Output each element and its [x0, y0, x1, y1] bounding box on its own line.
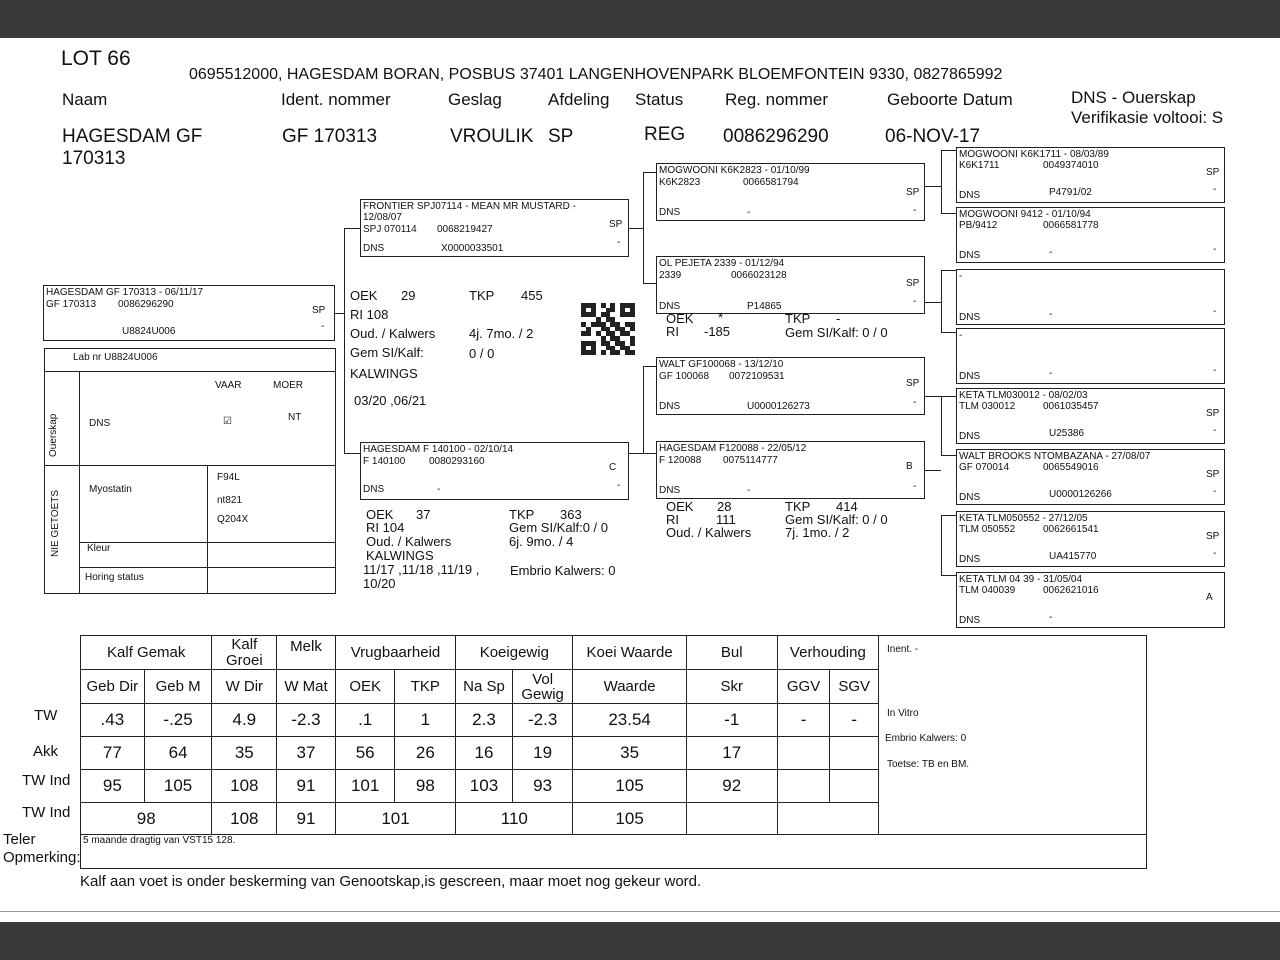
ds-ri-label: RI — [666, 512, 679, 527]
embrio-kalwers-label: Embrio Kalwers: 0 — [885, 733, 967, 744]
myostatin-q204x: Q204X — [217, 514, 249, 525]
ss-dns: DNS — [659, 207, 681, 218]
vaar-check-icon: ☑ — [223, 416, 232, 427]
group-kalf-gemak: Kalf Gemak — [81, 636, 212, 670]
table-twind2-6: 105 — [573, 803, 686, 835]
table-twind-7: 103 — [456, 770, 513, 803]
connector — [941, 575, 956, 576]
sire-box — [360, 199, 629, 257]
myostatin-f94l: F94L — [217, 472, 240, 483]
ancestor-dns: DNS — [959, 190, 981, 201]
sire-tkp-label: TKP — [469, 288, 495, 303]
dd-dash: - — [913, 481, 917, 492]
table-subs-7: Na Sp — [456, 670, 513, 704]
connector — [643, 453, 656, 454]
dam-sp: C — [609, 462, 617, 473]
ancestor-dash: - — [1213, 425, 1217, 436]
ancestor-title: KETA TLM030012 - 08/02/03 — [959, 390, 1088, 401]
ancestor-ident: PB/9412 — [959, 220, 998, 231]
row-label-twind-2: TW Ind — [22, 804, 71, 821]
ancestor-title: - — [959, 271, 963, 282]
sire-dam-box — [656, 256, 925, 314]
connector — [344, 453, 360, 454]
sire-ident: SPJ 070114 — [363, 224, 417, 235]
ancestor-dns: DNS — [959, 615, 981, 626]
nie-getoets-label: NIE GETOETS — [50, 489, 61, 557]
table-tw-4: -2.3 — [277, 704, 336, 737]
table-twind-9: 105 — [573, 770, 686, 803]
header-reg: Reg. nommer — [725, 90, 828, 109]
dam-kalwings-dates-2: 10/20 — [363, 576, 396, 591]
ss-tkp-value: - — [836, 311, 841, 326]
ancestor-box-7 — [956, 511, 1225, 567]
table-twind-12 — [830, 770, 879, 803]
table-twind2-4: 101 — [335, 803, 455, 835]
animal-afdeling: SP — [548, 126, 574, 147]
sire-kalwings-dates: 03/20 ,06/21 — [354, 393, 427, 408]
ancestor-reg: 0061035457 — [1043, 401, 1099, 412]
table-akk-10: 17 — [686, 737, 777, 770]
teler-label: Teler — [3, 831, 36, 848]
ss-gem: Gem SI/Kalf: 0 / 0 — [785, 325, 888, 340]
table-akk-5: 56 — [335, 737, 395, 770]
table-twind-8: 93 — [512, 770, 573, 803]
dam-code: - — [437, 484, 441, 495]
table-akk-7: 16 — [456, 737, 513, 770]
animal-geslag: VROULIK — [450, 126, 534, 147]
table-akk-9: 35 — [573, 737, 686, 770]
ancestor-box-2 — [956, 207, 1225, 263]
footer-note: Kalf aan voet is onder beskerming van Genootskap,is gescreen, maar moet nog gekeur word. — [80, 873, 702, 890]
ds-code: U0000126273 — [747, 401, 810, 412]
table-twind-11 — [777, 770, 830, 803]
dam-kalwings: KALWINGS — [366, 548, 434, 563]
ancestor-ident: K6K1711 — [959, 160, 1000, 171]
ancestor-title: - — [959, 330, 963, 341]
kleur-label: Kleur — [87, 543, 111, 554]
table-twind-4: 91 — [277, 770, 336, 803]
animal-geboorte: 06-NOV-17 — [885, 126, 981, 147]
ancestor-box-5 — [956, 388, 1225, 444]
table-tw-5: .1 — [335, 704, 395, 737]
table-twind2-3: 91 — [277, 803, 336, 835]
ancestor-code: - — [1049, 309, 1053, 320]
header-ident: Ident. nommer — [281, 90, 391, 109]
ancestor-box-8 — [956, 572, 1225, 628]
animal-naam: HAGESDAM GF — [62, 126, 203, 147]
horing-label: Horing status — [85, 572, 144, 583]
bottom-divider — [0, 911, 1280, 912]
connector — [643, 172, 644, 284]
notes-panel — [878, 635, 1147, 835]
sd-reg: 0066023128 — [731, 270, 787, 281]
group-vrugbaarheid: Vrugbaarheid — [335, 636, 455, 670]
ancestor-title: WALT BROOKS NTOMBAZANA - 27/08/07 — [959, 451, 1151, 462]
group-bul: Bul — [686, 636, 777, 670]
table-akk-11 — [777, 737, 830, 770]
table-tw-7: 2.3 — [456, 704, 513, 737]
table-tw-12: - — [830, 704, 879, 737]
dam-title: HAGESDAM F 140100 - 02/10/14 — [363, 444, 514, 455]
table-tw-1: .43 — [81, 704, 145, 737]
table-twind2-7 — [686, 803, 777, 835]
table-twind-3: 108 — [212, 770, 277, 803]
group-melk: Melk — [277, 636, 336, 670]
connector — [941, 515, 942, 576]
ss-ri-label: RI — [666, 324, 679, 339]
animal-status: REG — [644, 124, 686, 145]
animal-reg: 0086296290 — [723, 126, 829, 147]
ancestor-dns: DNS — [959, 431, 981, 442]
toetse-label: Toetse: TB en BM. — [887, 759, 970, 770]
table-tw-6: 1 — [395, 704, 456, 737]
table-subs-2: Geb M — [144, 670, 212, 704]
group-kalf-groei — [212, 636, 277, 670]
sd-title: OL PEJETA 2339 - 01/12/94 — [659, 258, 785, 269]
row-label-twind: TW Ind — [22, 772, 71, 789]
sire-oek-label: OEK — [350, 288, 378, 303]
sire-sire-box — [656, 163, 925, 221]
lot-number: LOT 66 — [61, 47, 131, 70]
connector — [941, 396, 942, 456]
ds-dns: DNS — [659, 401, 681, 412]
in-vitro-label: In Vitro — [887, 708, 919, 719]
table-twind2-1: 98 — [81, 803, 212, 835]
ancestor-sp: SP — [1206, 469, 1220, 480]
opmerking-box — [80, 834, 1147, 869]
connector — [941, 332, 956, 333]
dam-tkp-value: 363 — [560, 507, 582, 522]
ancestor-box-6 — [956, 449, 1225, 505]
ds-title: WALT GF100068 - 13/12/10 — [659, 359, 784, 370]
ds-oud-value: 7j. 1mo. / 2 — [785, 525, 850, 540]
sire-ri: RI 108 — [350, 307, 389, 322]
header-afdeling: Afdeling — [548, 90, 610, 109]
moer-label: MOER — [273, 380, 303, 391]
ss-reg: 0066581794 — [743, 177, 799, 188]
table-twind-2: 105 — [144, 770, 212, 803]
group-verhouding: Verhouding — [777, 636, 878, 670]
connector — [941, 455, 956, 456]
ss-tkp-label: TKP — [785, 311, 811, 326]
table-tw-11: - — [777, 704, 830, 737]
ancestor-dash: - — [1213, 184, 1217, 195]
self-title: HAGESDAM GF 170313 - 06/11/17 — [46, 287, 204, 298]
ancestor-title: KETA TLM050552 - 27/12/05 — [959, 513, 1088, 524]
dam-dash: - — [617, 480, 621, 491]
connector — [925, 186, 941, 187]
header-verifikasie: Verifikasie voltooi: S — [1071, 108, 1224, 127]
dam-embrio: Embrio Kalwers: 0 — [510, 563, 616, 578]
connector — [629, 453, 643, 454]
table-twind-1: 95 — [81, 770, 145, 803]
ancestor-ident: TLM 040039 — [959, 585, 1016, 596]
ss-oek-label: OEK — [666, 311, 694, 326]
animal-naam-2: 170313 — [62, 148, 126, 169]
table-akk-8: 19 — [512, 737, 573, 770]
table-twind-10: 92 — [686, 770, 777, 803]
ancestor-dns: DNS — [959, 554, 981, 565]
ancestor-title: KETA TLM 04 39 - 31/05/04 — [959, 574, 1083, 585]
ds-oud-label: Oud. / Kalwers — [666, 525, 752, 540]
connector — [925, 396, 941, 397]
sire-oek-value: 29 — [401, 288, 416, 303]
ds-tkp-label: TKP — [785, 499, 811, 514]
ancestor-sp: SP — [1206, 408, 1220, 419]
dam-sire-box — [656, 357, 925, 415]
sd-code: P14865 — [747, 301, 782, 312]
ds-reg: 0072109531 — [729, 371, 785, 382]
table-subs-6: TKP — [395, 670, 456, 704]
connector — [643, 172, 656, 173]
dam-dns: DNS — [363, 484, 385, 495]
table-akk-1: 77 — [81, 737, 145, 770]
ancestor-code: - — [1049, 247, 1053, 258]
ancestor-reg: 0065549016 — [1043, 462, 1099, 473]
connector — [941, 396, 956, 397]
vaar-label: VAAR — [215, 380, 242, 391]
ancestor-dns: DNS — [959, 492, 981, 503]
dd-code: - — [747, 485, 751, 496]
connector — [941, 213, 956, 214]
ss-title: MOGWOONI K6K2823 - 01/10/99 — [659, 165, 810, 176]
sire-dns: DNS — [363, 243, 385, 254]
ds-tkp-value: 414 — [836, 499, 858, 514]
ancestor-code: U0000126266 — [1049, 489, 1112, 500]
ancestor-code: - — [1049, 612, 1053, 623]
table-twind2-5: 110 — [456, 803, 573, 835]
dd-dns: DNS — [659, 485, 681, 496]
connector — [941, 150, 942, 214]
breeder-line: 0695512000, HAGESDAM BORAN, POSBUS 37401 LANGENHOVENPARK BLOEMFONTEIN 9330, 0827865992 — [189, 66, 1003, 83]
self-sp: SP — [312, 305, 326, 316]
ss-dash: - — [913, 205, 917, 216]
dd-sp: B — [906, 461, 913, 472]
connector — [941, 270, 956, 271]
self-ident: GF 170313 — [46, 299, 97, 310]
sd-dash: - — [913, 296, 917, 307]
ds-ri-value: 111 — [716, 512, 736, 527]
table-twind2-8 — [777, 803, 878, 835]
ss-sp: SP — [906, 187, 920, 198]
sire-kalwings: KALWINGS — [350, 366, 418, 381]
ancestor-box-1 — [956, 147, 1225, 203]
sire-title: FRONTIER SPJ07114 - MEAN MR MUSTARD - — [363, 201, 576, 212]
opmerking-text: 5 maande dragtig van VST15 128. — [83, 835, 236, 846]
ancestor-dash: - — [1213, 548, 1217, 559]
ss-ident: K6K2823 — [659, 177, 701, 188]
table-tw-10: -1 — [686, 704, 777, 737]
ancestor-dash: - — [1213, 486, 1217, 497]
qr-code-icon — [581, 303, 635, 355]
ancestor-code: - — [1049, 368, 1053, 379]
dam-ri: RI 104 — [366, 520, 405, 535]
bottom-bar — [0, 922, 1280, 960]
table-subs-3: W Dir — [212, 670, 277, 704]
header-geslag: Geslag — [448, 90, 502, 109]
group-kalf-groei-label: Kalf Groei — [225, 635, 263, 669]
connector — [344, 228, 360, 229]
table-tw-2: -.25 — [144, 704, 212, 737]
header-geboorte: Geboorte Datum — [887, 90, 1013, 109]
ancestor-title: MOGWOONI 9412 - 01/10/94 — [959, 209, 1091, 220]
ancestor-title: MOGWOONI K6K1711 - 08/03/89 — [959, 149, 1109, 160]
table-subs-10: Skr — [686, 670, 777, 704]
dam-oud-value: 6j. 9mo. / 4 — [509, 534, 574, 549]
ds-sp: SP — [906, 378, 920, 389]
moer-nt: NT — [288, 412, 302, 423]
dam-oud-label: Oud. / Kalwers — [366, 534, 452, 549]
header-dns: DNS - Ouerskap — [1071, 88, 1196, 107]
connector — [941, 270, 942, 333]
sire-tkp-value: 455 — [521, 288, 543, 303]
connector — [643, 366, 656, 367]
dd-ident: F 120088 — [659, 455, 702, 466]
table-subs-5: OEK — [335, 670, 395, 704]
ancestor-code: U25386 — [1049, 428, 1085, 439]
inent-label: Inent. - — [887, 644, 919, 655]
ancestor-dash: - — [1213, 365, 1217, 376]
header-naam: Naam — [62, 90, 108, 109]
table-subs-12: SGV — [830, 670, 879, 704]
lab-number: Lab nr U8824U006 — [73, 352, 158, 363]
ancestor-sp: SP — [1206, 167, 1220, 178]
ancestor-sp: SP — [1206, 531, 1220, 542]
table-subs-4: W Mat — [277, 670, 336, 704]
sire-sp: SP — [609, 219, 623, 230]
sd-ident: 2339 — [659, 270, 682, 281]
connector — [941, 515, 956, 516]
table-tw-9: 23.54 — [573, 704, 686, 737]
self-code: U8824U006 — [122, 326, 176, 337]
table-tw-8: -2.3 — [512, 704, 573, 737]
table-twind-6: 98 — [395, 770, 456, 803]
connector — [643, 283, 656, 284]
connector — [643, 366, 644, 454]
ds-ident: GF 100068 — [659, 371, 710, 382]
ancestor-reg: 0062661541 — [1043, 524, 1099, 535]
sd-dns: DNS — [659, 301, 681, 312]
table-akk-4: 37 — [277, 737, 336, 770]
sire-code: X0000033501 — [441, 243, 504, 254]
table-twind2-2: 108 — [212, 803, 277, 835]
connector — [925, 302, 941, 303]
table-akk-12 — [830, 737, 879, 770]
myostatin-nt821: nt821 — [217, 495, 243, 506]
self-dash: - — [321, 321, 325, 332]
ss-oek-value: * — [718, 310, 724, 325]
ancestor-dash: - — [1213, 306, 1217, 317]
table-subs-11: GGV — [777, 670, 830, 704]
dam-reg: 0080293160 — [429, 456, 485, 467]
ancestor-reg: 0062621016 — [1043, 585, 1099, 596]
dns-label: DNS — [89, 418, 111, 429]
sire-oud-value: 4j. 7mo. / 2 — [469, 326, 534, 341]
table-subs-8: Vol Gewig — [512, 670, 573, 704]
self-reg: 0086296290 — [118, 299, 174, 310]
ancestor-dns: DNS — [959, 250, 981, 261]
ouerskap-label: Ouerskap — [48, 413, 59, 457]
ds-oek-label: OEK — [666, 499, 694, 514]
animal-ident: GF 170313 — [282, 126, 378, 147]
connector — [344, 228, 345, 454]
ancestor-reg: 0066581778 — [1043, 220, 1099, 231]
dam-gem: Gem SI/Kalf:0 / 0 — [509, 520, 608, 535]
connector — [629, 228, 643, 229]
table-twind-5: 101 — [335, 770, 395, 803]
group-koei-waarde: Koei Waarde — [573, 636, 686, 670]
ancestor-reg: 0049374010 — [1043, 160, 1099, 171]
dd-title: HAGESDAM F120088 - 22/05/12 — [659, 443, 807, 454]
sire-reg: 0068219427 — [437, 224, 493, 235]
table-akk-2: 64 — [144, 737, 212, 770]
ancestor-dns: DNS — [959, 312, 981, 323]
sire-title-date: 12/08/07 — [363, 212, 402, 223]
table-akk-6: 26 — [395, 737, 456, 770]
breeding-values-table — [80, 635, 879, 835]
test-box — [44, 348, 336, 594]
ancestor-box-4 — [956, 328, 1225, 384]
group-koeigewig: Koeigewig — [456, 636, 573, 670]
sd-sp: SP — [906, 278, 920, 289]
dam-tkp-label: TKP — [509, 507, 535, 522]
ancestor-code: P4791/02 — [1049, 187, 1092, 198]
dam-ident: F 140100 — [363, 456, 406, 467]
ds-gem: Gem SI/Kalf: 0 / 0 — [785, 512, 888, 527]
dam-oek-value: 37 — [416, 507, 431, 522]
ds-dash: - — [913, 397, 917, 408]
sire-gem-value: 0 / 0 — [469, 346, 495, 361]
connector — [941, 150, 956, 151]
ancestor-box-3 — [956, 269, 1225, 325]
opmerking-label: Opmerking: — [3, 849, 81, 866]
table-subs-9: Waarde — [573, 670, 686, 704]
ds-oek-value: 28 — [717, 499, 732, 514]
self-pedigree-box — [43, 285, 335, 341]
ancestor-dash: - — [1213, 244, 1217, 255]
ancestor-ident: TLM 050552 — [959, 524, 1016, 535]
ss-code: - — [747, 207, 751, 218]
sire-gem-label: Gem SI/Kalf: — [350, 345, 424, 360]
connector — [925, 470, 941, 471]
sire-dash: - — [617, 237, 621, 248]
row-label-akk: Akk — [33, 743, 59, 760]
dam-box — [360, 442, 629, 500]
row-label-tw: TW — [34, 707, 58, 724]
table-subs-1: Geb Dir — [81, 670, 145, 704]
ancestor-ident: TLM 030012 — [959, 401, 1016, 412]
ancestor-dns: DNS — [959, 371, 981, 382]
ss-ri-value: -185 — [704, 324, 731, 339]
dam-oek-label: OEK — [366, 507, 394, 522]
dam-dam-box — [656, 441, 925, 499]
sire-oud-label: Oud. / Kalwers — [350, 326, 436, 341]
ancestor-code: UA415770 — [1049, 551, 1097, 562]
header-status: Status — [635, 90, 684, 109]
myostatin-label: Myostatin — [89, 484, 132, 495]
ancestor-sp: A — [1206, 592, 1213, 603]
ancestor-ident: GF 070014 — [959, 462, 1010, 473]
dd-reg: 0075114777 — [723, 455, 778, 466]
top-bar — [0, 0, 1280, 38]
table-tw-3: 4.9 — [212, 704, 277, 737]
dam-kalwings-dates: 11/17 ,11/18 ,11/19 , — [363, 562, 480, 577]
table-akk-3: 35 — [212, 737, 277, 770]
